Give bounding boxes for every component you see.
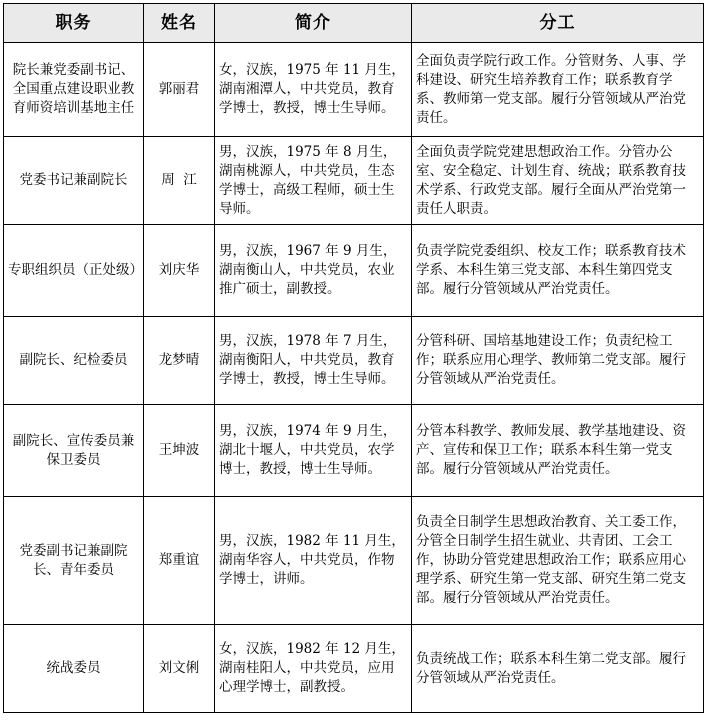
name-cell: 郑重谊 [144, 497, 215, 625]
intro-cell: 男，汉族，1975 年 8 月生，湖南桃源人，中共党员，生态学博士，高级工程师，硕士生导师。 [215, 137, 412, 225]
position-cell: 院长兼党委副书记、全国重点建设职业教育师资培训基地主任 [4, 43, 144, 137]
intro-cell: 男，汉族，1978 年 7 月生，湖南衡阳人，中共党员，教育学博士，教授，博士生导师。 [215, 317, 412, 405]
position-cell: 党委书记兼副院长 [4, 137, 144, 225]
position-cell: 专职组织员（正处级） [4, 225, 144, 317]
header-duty: 分工 [412, 4, 704, 43]
name-cell: 刘文俐 [144, 625, 215, 713]
table-row [4, 317, 704, 405]
leadership-table [3, 3, 704, 713]
header-position: 职务 [4, 4, 144, 43]
intro-cell: 女，汉族，1975 年 11 月生，湖南湘潭人，中共党员，教育学博士，教授，博士生导师。 [215, 43, 412, 137]
duty-cell: 负责统战工作；联系本科生第二党支部。履行分管领域从严治党责任。 [412, 625, 704, 713]
duty-cell: 分管本科教学、教师发展、教学基地建设、资产、宣传和保卫工作；联系本科生第一党支部。履行分管领域从严治党责任。 [412, 405, 704, 497]
header-name: 姓名 [144, 4, 215, 43]
duty-cell: 全面负责学院行政工作。分管财务、人事、学科建设、研究生培养教育工作；联系教育学系、教师第一党支部。履行分管领域从严治党责任。 [412, 43, 704, 137]
position-cell: 副院长、纪检委员 [4, 317, 144, 405]
intro-cell: 男，汉族，1967 年 9 月生，湖南衡山人，中共党员，农业推广硕士，副教授。 [215, 225, 412, 317]
table-row [4, 497, 704, 625]
duty-cell: 全面负责学院党建思想政治工作。分管办公室、安全稳定、计划生育、统战；联系教育技术学系、行政党支部。履行全面从严治党第一责任人职责。 [412, 137, 704, 225]
name-cell: 刘庆华 [144, 225, 215, 317]
table-row [4, 625, 704, 713]
table-row [4, 137, 704, 225]
header-intro: 简介 [215, 4, 412, 43]
position-cell: 统战委员 [4, 625, 144, 713]
name-cell: 龙梦晴 [144, 317, 215, 405]
name-cell: 郭丽君 [144, 43, 215, 137]
name-cell: 周 江 [144, 137, 215, 225]
intro-cell: 男，汉族，1982 年 11 月生，湖南华容人，中共党员，作物学博士，讲师。 [215, 497, 412, 625]
position-cell: 党委副书记兼副院长、青年委员 [4, 497, 144, 625]
duty-cell: 负责全日制学生思想政治教育、关工委工作，分管全日制学生招生就业、共青团、工会工作，协助分管党建思想政治工作；联系应用心理学系、研究生第一党支部、研究生第二党支部。履行分管领域从严治党责任。 [412, 497, 704, 625]
intro-cell: 女，汉族，1982 年 12 月生，湖南桂阳人，中共党员，应用心理学博士，副教授。 [215, 625, 412, 713]
duty-cell: 负责学院党委组织、校友工作；联系教育技术学系、本科生第三党支部、本科生第四党支部。履行分管领域从严治党责任。 [412, 225, 704, 317]
intro-cell: 男，汉族，1974 年 9 月生，湖北十堰人，中共党员，农学博士，教授，博士生导师。 [215, 405, 412, 497]
duty-cell: 分管科研、国培基地建设工作；负责纪检工作；联系应用心理学、教师第二党支部。履行分管领域从严治党责任。 [412, 317, 704, 405]
table-row [4, 225, 704, 317]
position-cell: 副院长、宣传委员兼保卫委员 [4, 405, 144, 497]
name-cell: 王坤波 [144, 405, 215, 497]
table-row [4, 43, 704, 137]
table-row [4, 405, 704, 497]
header-row [4, 4, 704, 43]
